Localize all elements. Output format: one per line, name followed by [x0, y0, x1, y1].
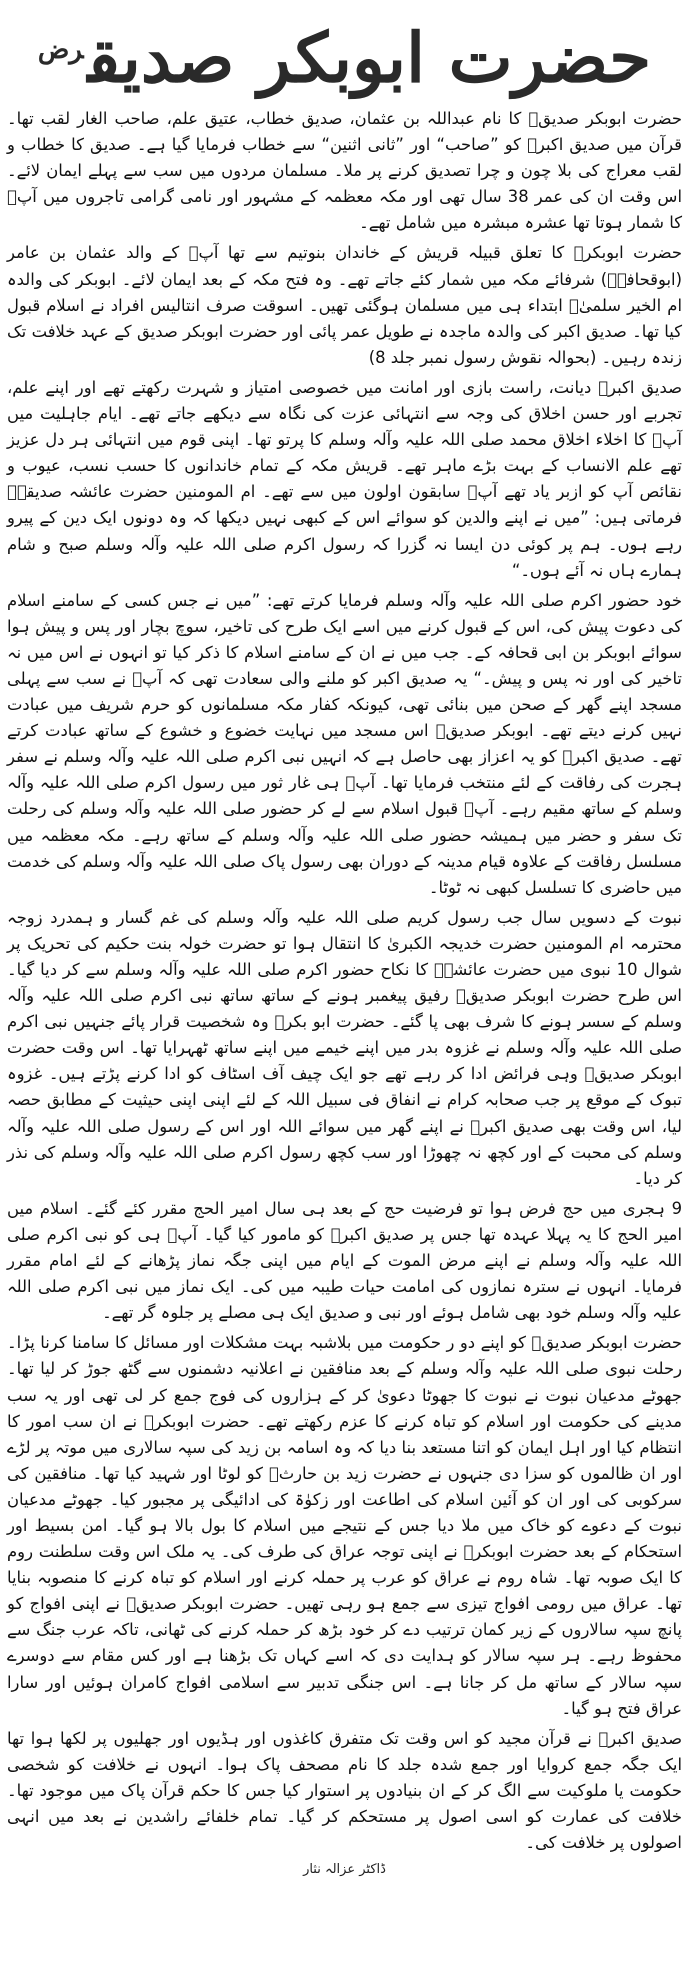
article-paragraph: حضرت ابوبکرؓ کا تعلق قبیلہ قریش کے خاندان بنوتیم سے تھا آپؓ کے والد عثمان بن عامر (ابوقحافہؓ) شرفائے مکہ میں شمار کئے جاتے تھے۔ وہ فتح مکہ کے بعد ایمان لائے۔ ابوبکر کی والدہ ام الخیر سلمیٰؓ ابتداء ہی میں مسلمان ہوگئی تھیں۔ اسوقت صرف انتالیس افراد نے اسلام قبول کیا تھا۔ صدیق اکبر کی والدہ ماجدہ نے طویل عمر پائی اور حضرت ابوبکر صدیق کے عہد خلافت تک زندہ رہیں۔ (بحوالہ نقوش رسول نمبر جلد 8) — [7, 243, 682, 367]
article-title — [7, 0, 682, 100]
article-paragraph: صدیق اکبرؓ نے قرآن مجید کو اس وقت تک متفرق کاغذوں اور ہڈیوں اور جھلیوں پر لکھا ہوا تھا ایک جگہ جمع کروایا اور جمع شدہ جلد کا نام مصحف پاک ہوا۔ انہوں نے خلافت کو شخصی حکومت یا ملوکیت سے الگ کر کے ان بنیادوں پر استوار کیا جس کا حکم قرآن پاک میں موجود تھا۔ خلافت کی عمارت کو اسی اصول پر مستحکم کر گیا۔ تمام خلفائے راشدین نے بعد میں انہی اصولوں پر خلافت کی۔ — [7, 1728, 682, 1853]
article-paragraph: خود حضور اکرم صلی اللہ علیہ وآلہ وسلم فرمایا کرتے تھے: ”میں نے جس کسی کے سامنے اسلام کی دعوت پیش کی، اس کے قبول کرنے میں اسے ایک طرح کی تاخیر، سوچ بچار اور پس و پیش ہوا سوائے ابوبکر بن ابی قحافہ کے۔ جب میں نے ان کے سامنے اسلام کا ذکر کیا تو انہوں نے اس میں نہ تاخیر کی اور نہ پس و پیش۔“ یہ صدیق اکبر کو ملنے والی سعادت تھی کہ آپؓ نے سب سے پہلی مسجد اپنے گھر کے صحن میں بنائی تھی، کیونکہ کفار مکہ مسلمانوں کو حرم شریف میں عبادت نہیں کرنے دیتے تھے۔ ابوبکر صدیقؓ اس مسجد میں نہایت خضوع و خشوع کے ساتھ عبادت کرتے تھے۔ صدیق اکبرؓ کو یہ اعزاز بھی حاصل ہے کہ انہیں نبی اکرم صلی اللہ علیہ وآلہ وسلم نے سفر ہجرت کی رفاقت کے لئے منتخب فرمایا تھا۔ آپؓ ہی غار ثور میں رسول اکرم صلی اللہ علیہ وآلہ وسلم کے ساتھ مقیم رہے۔ آپؓ قبول اسلام سے لے کر حضور صلی اللہ علیہ وآلہ وسلم کی رحلت تک سفر و حضر میں ہمیشہ حضور صلی اللہ علیہ وآلہ وسلم کے ساتھ رہے۔ مکہ معظمہ میں مسلسل رفاقت کے علاوہ قیام مدینہ کے دوران بھی رسول پاک صلی اللہ علیہ وآلہ وسلم کی خدمت میں حاضری کا تسلسل کبھی نہ ٹوٹا۔ — [7, 590, 682, 897]
author-byline: ڈاکٹر عزالہ نثار — [303, 1862, 386, 1878]
title-honorific: رض — [37, 35, 84, 65]
article-paragraph: حضرت ابوبکر صدیقؓ کو اپنے دو ر حکومت میں بلاشبہ بہت مشکلات اور مسائل کا سامنا کرنا پڑا۔ رحلت نبوی صلی اللہ علیہ وآلہ وسلم کے بعد منافقین نے اعلانیہ دشمنوں سے گٹھ جوڑ کر لیا تھا۔ جھوٹے مدعیان نبوت نے نبوت کا جھوٹا دعویٰ کر کے ہزاروں کی فوج جمع کر لی تھی اور یہ سب مدینے کی حکومت اور اسلام کو تباہ کرنے کا عزم رکھتے تھے۔ حضرت ابوبکرؓ نے ان سب امور کا انتظام کیا اور اہل ایمان کو اتنا مستعد بنا دیا کہ وہ اسامہ بن زید کی سپہ سالاری میں موتہ پر لڑے اور ان ظالموں کو سزا دی جنہوں نے حضرت زید بن حارثؓ کو لوٹا اور شہید کیا تھا۔ منافقین کی سرکوبی کی اور ان کو آئین اسلام کی اطاعت اور زکوٰۃ کی ادائیگی پر مجبور کیا۔ جھوٹے مدعیان نبوت کے دعوے کو خاک میں ملا دیا جس کے نتیجے میں اسلام کا بول بالا ہو گیا۔ امن بسیط اور استحکام کے بعد حضرت ابوبکرؓ نے اپنی توجہ عراق کی طرف کی۔ یہ ملک اس وقت سلطنت روم کا ایک صوبہ تھا۔ شاہ روم نے عراق کو عرب پر حملہ کرنے اور اسلام کو تباہ کرنے کا منصوبہ بنایا تھا۔ عراق میں رومی افواج تیزی سے جمع ہو رہی تھیں۔ حضرت ابوبکر صدیقؓ نے اپنی افواج کو پانچ سپہ سالاروں کے زیر کمان ترتیب دے کر خود بڑھ کر حملہ کرنے کی ٹھانی، تاکہ عرب جنگ سے محفوظ رہے۔ ہر سپہ سالار کو ہدایت دی کہ اسے کہاں تک بڑھنا ہے اور کس مقام سے دوسرے سپہ سالار کے ساتھ مل کر جانا ہے۔ اس جنگی تدبیر سے اسلامی افواج کامران ہوئیں اور سارا عراق فتح ہو گیا۔ — [7, 1333, 682, 1718]
article-title-text: حضرت ابوبکر صدیق — [87, 18, 652, 99]
article-paragraph: نبوت کے دسویں سال جب رسول کریم صلی اللہ علیہ وآلہ وسلم کی غم گسار و ہمدرد زوجہ محترمہ ام المومنین حضرت خدیجہ الکبریٰ کا انتقال ہوا تو حضرت خولہ بنت حکیم کی تحریک پر شوال 10 نبوی میں حضرت عائشہؓ کا نکاح حضور اکرم صلی اللہ علیہ وآلہ وسلم سے کر دیا گیا۔ اس طرح حضرت ابوبکر صدیقؓ رفیق پیغمبر ہونے کے ساتھ ساتھ نبی اکرم صلی اللہ علیہ وآلہ وسلم کے سسر ہونے کا شرف بھی پا گئے۔ حضرت ابو بکرؓ وہ شخصیت قرار پائے جنہیں نبی اکرم صلی اللہ علیہ وآلہ وسلم نے غزوہ بدر میں اپنے خیمے میں اپنے ساتھ ٹھہرایا تھا۔ اس وقت حضرت ابوبکر صدیقؓ وہی فرائض ادا کر رہے تھے جو ایک چیف آف اسٹاف کو ادا کرنے پڑتے ہیں۔ غزوہ تبوک کے موقع پر جب صحابہ کرام نے انفاق فی سبیل اللہ کے لئے اپنی اپنی حیثیت کے مطابق حصہ لیا، اس وقت بھی صدیق اکبرؓ نے اپنے گھر میں سوائے اللہ اور اس کے رسول صلی اللہ علیہ وآلہ وسلم کی محبت کے اور کچھ نہ چھوڑا اور سب کچھ رسول اکرم صلی اللہ علیہ وآلہ وسلم کی نذر کر دیا۔ — [7, 907, 682, 1188]
article-paragraph: حضرت ابوبکر صدیقؓ کا نام عبداللہ بن عثمان، صدیق خطاب، عتیق علم، صاحب الغار لقب تھا۔ قرآن میں صدیق اکبرؓ کو ”صاحب“ اور ”ثانی اثنین“ سے خطاب فرمایا گیا ہے۔ صدیق کا خطاب و لقب معراج کی بلا چون و چرا تصدیق کرنے پر ملا۔ مسلمان مردوں میں سب سے پہلے ایمان لائے۔ اس وقت ان کی عمر 38 سال تھی اور مکہ معظمہ کے مشہور اور نامی گرامی تاجروں میں آپؓ کا شمار ہوتا تھا عشرہ مبشرہ میں شامل تھے۔ — [7, 109, 682, 233]
article-body — [7, 106, 682, 1856]
article-paragraph: صدیق اکبرؓ دیانت، راست بازی اور امانت میں خصوصی امتیاز و شہرت رکھتے تھے اور اپنے علم، تجربے اور حسن اخلاق کی وجہ سے انتہائی عزت کی نگاہ سے دیکھے جاتے تھے۔ ایام جاہلیت میں آپؓ کا اخلاء اخلاق محمد صلی اللہ علیہ وآلہ وسلم کا پرتو تھا۔ اپنی قوم میں انتہائی ہر دل عزیز تھے علم الانساب کے بہت بڑے ماہر تھے۔ قریش مکہ کے تمام خاندانوں کا حسب نسب، عیوب و نقائص آپ کو ازبر یاد تھے آپؓ سابقون اولون میں سے تھے۔ ام المومنین حضرت عائشہ صدیقہؓ فرماتی ہیں: ”میں نے اپنے والدین کو سوائے اس کے کبھی نہیں دیکھا کہ وہ دونوں ایک دین کے پیرو رہے ہوں۔ ہم پر کوئی دن ایسا نہ گزرا کہ رسول اکرم صلی اللہ علیہ وآلہ وسلم صبح و شام ہمارے ہاں نہ آئے ہوں۔“ — [7, 377, 682, 580]
article-paragraph: 9 ہجری میں حج فرض ہوا تو فرضیت حج کے بعد ہی سال امیر الحج مقرر کئے گئے۔ اسلام میں امیر الحج کا یہ پہلا عہدہ تھا جس پر صدیق اکبرؓ کو مامور کیا گیا۔ آپؓ ہی کو نبی اکرم صلی اللہ علیہ وآلہ وسلم نے اپنے مرض الموت کے ایام میں اپنی جگہ نماز پڑھانے کے لئے امام مقرر فرمایا۔ انہوں نے سترہ نمازوں کی امامت حیات طیبہ میں کی۔ ایک نماز میں نبی اکرم صلی اللہ علیہ وآلہ وسلم خود بھی شامل ہوئے اور نبی و صدیق ایک ہی مصلے پر جلوہ گر تھے۔ — [7, 1198, 682, 1323]
